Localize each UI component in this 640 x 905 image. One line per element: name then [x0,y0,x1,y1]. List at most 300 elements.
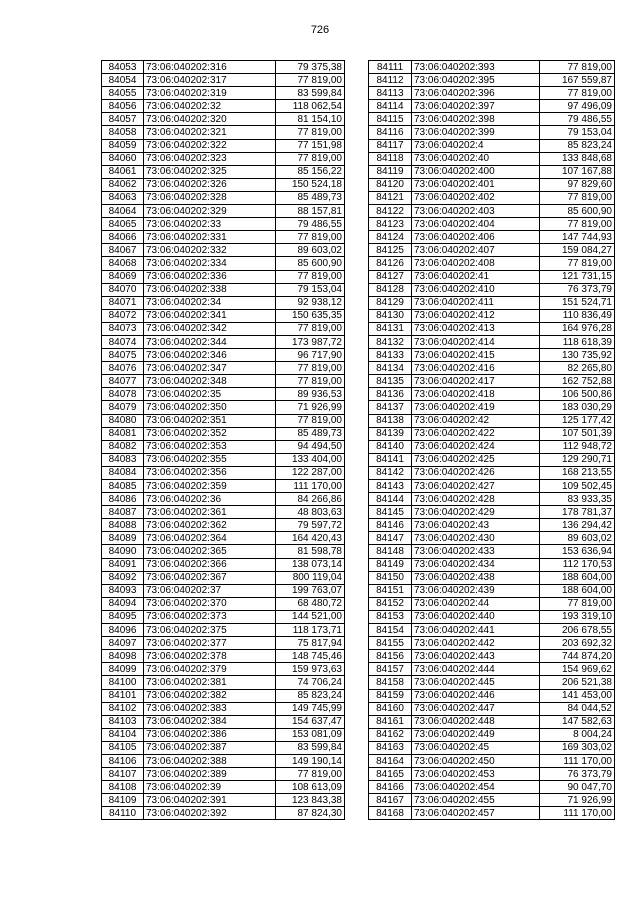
cadastral-number-cell: 73:06:040202:317 [144,74,276,87]
cadastral-number-cell: 73:06:040202:370 [144,597,276,610]
table-row [369,205,615,218]
cadastral-number-cell: 73:06:040202:344 [144,335,276,348]
cadastral-value-cell: 147 744,93 [540,231,615,244]
table-row [102,165,345,178]
cadastral-number-cell: 73:06:040202:43 [412,519,540,532]
cadastral-number-cell: 73:06:040202:4 [412,139,540,152]
cadastral-value-cell: 97 496,09 [540,100,615,113]
table-row [102,545,345,558]
row-number-cell: 84091 [102,558,144,571]
cadastral-number-cell: 73:06:040202:386 [144,728,276,741]
row-number-cell: 84167 [369,794,412,807]
cadastral-number-cell: 73:06:040202:392 [144,807,276,820]
cadastral-number-cell: 73:06:040202:353 [144,440,276,453]
table-row [369,663,615,676]
cadastral-number-cell: 73:06:040202:441 [412,624,540,637]
row-number-cell: 84135 [369,375,412,388]
cadastral-value-cell: 144 521,00 [276,610,345,623]
cadastral-value-cell: 89 936,53 [276,388,345,401]
table-row [369,349,615,362]
row-number-cell: 84082 [102,440,144,453]
row-number-cell: 84148 [369,545,412,558]
cadastral-number-cell: 73:06:040202:351 [144,414,276,427]
cadastral-value-cell: 79 153,04 [276,283,345,296]
row-number-cell: 84080 [102,414,144,427]
cadastral-number-cell: 73:06:040202:365 [144,545,276,558]
cadastral-value-cell: 150 524,18 [276,178,345,191]
cadastral-value-cell: 111 170,00 [540,754,615,767]
cadastral-value-cell: 107 501,39 [540,427,615,440]
cadastral-number-cell: 73:06:040202:445 [412,676,540,689]
cadastral-value-cell: 188 604,00 [540,584,615,597]
row-number-cell: 84087 [102,506,144,519]
cadastral-value-cell: 164 976,28 [540,322,615,335]
row-number-cell: 84153 [369,610,412,623]
cadastral-number-cell: 73:06:040202:384 [144,715,276,728]
row-number-cell: 84112 [369,74,412,87]
table-row [369,335,615,348]
row-number-cell: 84118 [369,152,412,165]
table-row [102,61,345,74]
table-row [369,519,615,532]
cadastral-value-cell: 150 635,35 [276,309,345,322]
cadastral-value-cell: 162 752,88 [540,375,615,388]
cadastral-number-cell: 73:06:040202:33 [144,218,276,231]
row-number-cell: 84107 [102,768,144,781]
cadastral-number-cell: 73:06:040202:438 [412,571,540,584]
cadastral-number-cell: 73:06:040202:334 [144,257,276,270]
row-number-cell: 84070 [102,283,144,296]
table-row [369,401,615,414]
cadastral-value-cell: 97 829,60 [540,178,615,191]
cadastral-value-cell: 94 494,50 [276,440,345,453]
cadastral-number-cell: 73:06:040202:430 [412,532,540,545]
cadastral-number-cell: 73:06:040202:404 [412,218,540,231]
cadastral-number-cell: 73:06:040202:457 [412,807,540,820]
cadastral-value-cell: 111 170,00 [276,480,345,493]
row-number-cell: 84154 [369,624,412,637]
table-row [369,178,615,191]
row-number-cell: 84076 [102,362,144,375]
cadastral-number-cell: 73:06:040202:399 [412,126,540,139]
table-row [102,87,345,100]
cadastral-value-cell: 188 604,00 [540,571,615,584]
table-row [102,453,345,466]
cadastral-value-cell: 74 706,24 [276,676,345,689]
cadastral-value-cell: 109 502,45 [540,480,615,493]
row-number-cell: 84073 [102,322,144,335]
table-row [102,571,345,584]
cadastral-number-cell: 73:06:040202:424 [412,440,540,453]
table-row [102,375,345,388]
row-number-cell: 84149 [369,558,412,571]
row-number-cell: 84165 [369,768,412,781]
cadastral-value-cell: 8 004,24 [540,728,615,741]
table-row [102,650,345,663]
row-number-cell: 84101 [102,689,144,702]
cadastral-value-cell: 87 824,30 [276,807,345,820]
row-number-cell: 84054 [102,74,144,87]
cadastral-value-cell: 68 480,72 [276,597,345,610]
table-row [369,506,615,519]
cadastral-value-cell: 77 819,00 [276,322,345,335]
table-row [102,624,345,637]
row-number-cell: 84110 [102,807,144,820]
row-number-cell: 84125 [369,244,412,257]
table-body [369,61,615,820]
cadastral-value-cell: 92 938,12 [276,296,345,309]
cadastral-number-cell: 73:06:040202:444 [412,663,540,676]
table-row [102,768,345,781]
cadastral-value-cell: 71 926,99 [276,401,345,414]
row-number-cell: 84089 [102,532,144,545]
table-row [369,427,615,440]
row-number-cell: 84069 [102,270,144,283]
cadastral-number-cell: 73:06:040202:427 [412,480,540,493]
row-number-cell: 84104 [102,728,144,741]
row-number-cell: 84121 [369,191,412,204]
row-number-cell: 84140 [369,440,412,453]
table-row [369,375,615,388]
cadastral-number-cell: 73:06:040202:425 [412,453,540,466]
cadastral-value-cell: 118 618,39 [540,335,615,348]
cadastral-value-cell: 108 613,09 [276,781,345,794]
row-number-cell: 84059 [102,139,144,152]
table-row [369,453,615,466]
row-number-cell: 84072 [102,309,144,322]
table-row [369,480,615,493]
cadastral-value-cell: 133 848,68 [540,152,615,165]
cadastral-value-cell: 206 521,38 [540,676,615,689]
cadastral-value-cell: 149 190,14 [276,754,345,767]
table-row [369,87,615,100]
cadastral-number-cell: 73:06:040202:453 [412,768,540,781]
row-number-cell: 84156 [369,650,412,663]
cadastral-number-cell: 73:06:040202:37 [144,584,276,597]
row-number-cell: 84119 [369,165,412,178]
row-number-cell: 84067 [102,244,144,257]
cadastral-value-cell: 85 156,22 [276,165,345,178]
cadastral-number-cell: 73:06:040202:381 [144,676,276,689]
table-row [102,597,345,610]
row-number-cell: 84090 [102,545,144,558]
cadastral-number-cell: 73:06:040202:378 [144,650,276,663]
cadastral-number-cell: 73:06:040202:393 [412,61,540,74]
cadastral-number-cell: 73:06:040202:397 [412,100,540,113]
cadastral-value-cell: 147 582,63 [540,715,615,728]
cadastral-number-cell: 73:06:040202:350 [144,401,276,414]
cadastral-value-cell: 106 500,86 [540,388,615,401]
cadastral-value-cell: 178 781,37 [540,506,615,519]
cadastral-number-cell: 73:06:040202:341 [144,309,276,322]
cadastral-value-cell: 122 287,00 [276,466,345,479]
row-number-cell: 84144 [369,493,412,506]
cadastral-number-cell: 73:06:040202:377 [144,637,276,650]
cadastral-value-cell: 77 819,00 [276,414,345,427]
table-row [102,532,345,545]
cadastral-value-cell: 81 598,78 [276,545,345,558]
table-row [369,610,615,623]
cadastral-number-cell: 73:06:040202:44 [412,597,540,610]
row-number-cell: 84065 [102,218,144,231]
table-row [369,283,615,296]
table-row [102,100,345,113]
cadastral-number-cell: 73:06:040202:41 [412,270,540,283]
table-row [102,322,345,335]
cadastral-value-cell: 112 948,72 [540,440,615,453]
table-row [369,139,615,152]
table-row [102,74,345,87]
row-number-cell: 84138 [369,414,412,427]
row-number-cell: 84061 [102,165,144,178]
cadastral-value-cell: 79 375,38 [276,61,345,74]
row-number-cell: 84074 [102,335,144,348]
cadastral-number-cell: 73:06:040202:336 [144,270,276,283]
row-number-cell: 84057 [102,113,144,126]
table-row [102,427,345,440]
cadastral-value-cell: 136 294,42 [540,519,615,532]
register-table-left [101,60,345,820]
row-number-cell: 84086 [102,493,144,506]
table-row [369,440,615,453]
cadastral-value-cell: 77 819,00 [276,231,345,244]
cadastral-value-cell: 138 073,14 [276,558,345,571]
cadastral-value-cell: 125 177,42 [540,414,615,427]
cadastral-value-cell: 88 157,81 [276,205,345,218]
cadastral-value-cell: 203 692,32 [540,637,615,650]
table-row [369,244,615,257]
row-number-cell: 84151 [369,584,412,597]
cadastral-value-cell: 79 486,55 [540,113,615,126]
cadastral-value-cell: 123 843,38 [276,794,345,807]
cadastral-value-cell: 77 819,00 [276,375,345,388]
row-number-cell: 84066 [102,231,144,244]
cadastral-number-cell: 73:06:040202:439 [412,584,540,597]
row-number-cell: 84094 [102,597,144,610]
cadastral-value-cell: 167 559,87 [540,74,615,87]
cadastral-number-cell: 73:06:040202:319 [144,87,276,100]
row-number-cell: 84134 [369,362,412,375]
row-number-cell: 84083 [102,453,144,466]
table-row [102,440,345,453]
cadastral-value-cell: 110 836,49 [540,309,615,322]
cadastral-number-cell: 73:06:040202:32 [144,100,276,113]
table-row [369,728,615,741]
table-row [369,781,615,794]
cadastral-number-cell: 73:06:040202:455 [412,794,540,807]
cadastral-number-cell: 73:06:040202:418 [412,388,540,401]
cadastral-value-cell: 77 819,00 [276,74,345,87]
cadastral-number-cell: 73:06:040202:342 [144,322,276,335]
table-row [102,283,345,296]
cadastral-number-cell: 73:06:040202:402 [412,191,540,204]
cadastral-number-cell: 73:06:040202:366 [144,558,276,571]
table-row [369,152,615,165]
cadastral-number-cell: 73:06:040202:348 [144,375,276,388]
row-number-cell: 84060 [102,152,144,165]
table-row [102,191,345,204]
table-row [102,741,345,754]
cadastral-value-cell: 183 030,29 [540,401,615,414]
cadastral-value-cell: 96 717,90 [276,349,345,362]
table-row [369,74,615,87]
table-row [369,113,615,126]
cadastral-number-cell: 73:06:040202:356 [144,466,276,479]
row-number-cell: 84109 [102,794,144,807]
row-number-cell: 84099 [102,663,144,676]
row-number-cell: 84146 [369,519,412,532]
cadastral-number-cell: 73:06:040202:375 [144,624,276,637]
cadastral-value-cell: 149 745,99 [276,702,345,715]
row-number-cell: 84106 [102,754,144,767]
cadastral-number-cell: 73:06:040202:388 [144,754,276,767]
table-row [369,637,615,650]
cadastral-value-cell: 83 933,35 [540,493,615,506]
row-number-cell: 84131 [369,322,412,335]
table-row [102,205,345,218]
row-number-cell: 84123 [369,218,412,231]
row-number-cell: 84088 [102,519,144,532]
row-number-cell: 84139 [369,427,412,440]
cadastral-number-cell: 73:06:040202:440 [412,610,540,623]
cadastral-number-cell: 73:06:040202:407 [412,244,540,257]
table-row [369,165,615,178]
table-row [369,61,615,74]
table-row [369,689,615,702]
cadastral-number-cell: 73:06:040202:338 [144,283,276,296]
cadastral-value-cell: 744 874,20 [540,650,615,663]
cadastral-value-cell: 130 735,92 [540,349,615,362]
table-row [102,493,345,506]
table-row [102,139,345,152]
cadastral-value-cell: 85 489,73 [276,191,345,204]
cadastral-number-cell: 73:06:040202:326 [144,178,276,191]
table-row [102,113,345,126]
row-number-cell: 84075 [102,349,144,362]
cadastral-value-cell: 79 486,55 [276,218,345,231]
cadastral-value-cell: 76 373,79 [540,768,615,781]
row-number-cell: 84085 [102,480,144,493]
row-number-cell: 84062 [102,178,144,191]
cadastral-number-cell: 73:06:040202:325 [144,165,276,178]
row-number-cell: 84133 [369,349,412,362]
row-number-cell: 84079 [102,401,144,414]
row-number-cell: 84126 [369,257,412,270]
cadastral-number-cell: 73:06:040202:39 [144,781,276,794]
row-number-cell: 84155 [369,637,412,650]
cadastral-number-cell: 73:06:040202:448 [412,715,540,728]
row-number-cell: 84056 [102,100,144,113]
cadastral-value-cell: 76 373,79 [540,283,615,296]
cadastral-value-cell: 71 926,99 [540,794,615,807]
cadastral-number-cell: 73:06:040202:367 [144,571,276,584]
table-row [102,270,345,283]
cadastral-value-cell: 90 047,70 [540,781,615,794]
cadastral-number-cell: 73:06:040202:398 [412,113,540,126]
cadastral-value-cell: 77 819,00 [276,126,345,139]
table-row [102,218,345,231]
row-number-cell: 84136 [369,388,412,401]
row-number-cell: 84068 [102,257,144,270]
cadastral-number-cell: 73:06:040202:40 [412,152,540,165]
table-row [369,571,615,584]
row-number-cell: 84161 [369,715,412,728]
cadastral-value-cell: 148 745,46 [276,650,345,663]
cadastral-number-cell: 73:06:040202:331 [144,231,276,244]
cadastral-number-cell: 73:06:040202:396 [412,87,540,100]
table-row [102,663,345,676]
cadastral-number-cell: 73:06:040202:352 [144,427,276,440]
cadastral-value-cell: 77 819,00 [276,152,345,165]
cadastral-number-cell: 73:06:040202:449 [412,728,540,741]
table-row [102,257,345,270]
cadastral-value-cell: 121 731,15 [540,270,615,283]
cadastral-value-cell: 168 213,55 [540,466,615,479]
cadastral-value-cell: 77 819,00 [540,257,615,270]
cadastral-number-cell: 73:06:040202:382 [144,689,276,702]
row-number-cell: 84143 [369,480,412,493]
table-row [102,807,345,820]
row-number-cell: 84152 [369,597,412,610]
cadastral-value-cell: 159 973,63 [276,663,345,676]
table-row [102,754,345,767]
table-row [369,794,615,807]
cadastral-value-cell: 118 173,71 [276,624,345,637]
cadastral-number-cell: 73:06:040202:415 [412,349,540,362]
cadastral-number-cell: 73:06:040202:36 [144,493,276,506]
cadastral-value-cell: 77 819,00 [276,270,345,283]
cadastral-number-cell: 73:06:040202:447 [412,702,540,715]
table-row [369,741,615,754]
table-row [369,270,615,283]
cadastral-number-cell: 73:06:040202:322 [144,139,276,152]
row-number-cell: 84113 [369,87,412,100]
table-row [102,794,345,807]
cadastral-value-cell: 77 819,00 [540,218,615,231]
table-row [102,466,345,479]
cadastral-number-cell: 73:06:040202:329 [144,205,276,218]
cadastral-number-cell: 73:06:040202:383 [144,702,276,715]
table-row [102,519,345,532]
row-number-cell: 84128 [369,283,412,296]
cadastral-number-cell: 73:06:040202:387 [144,741,276,754]
table-row [102,152,345,165]
row-number-cell: 84142 [369,466,412,479]
cadastral-value-cell: 112 170,53 [540,558,615,571]
cadastral-value-cell: 154 637,47 [276,715,345,728]
cadastral-value-cell: 77 819,00 [540,597,615,610]
row-number-cell: 84117 [369,139,412,152]
row-number-cell: 84124 [369,231,412,244]
row-number-cell: 84103 [102,715,144,728]
table-row [102,231,345,244]
cadastral-value-cell: 89 603,02 [276,244,345,257]
cadastral-number-cell: 73:06:040202:389 [144,768,276,781]
cadastral-number-cell: 73:06:040202:361 [144,506,276,519]
cadastral-number-cell: 73:06:040202:359 [144,480,276,493]
table-row [369,650,615,663]
row-number-cell: 84159 [369,689,412,702]
table-body [102,61,345,820]
cadastral-value-cell: 84 044,52 [540,702,615,715]
cadastral-value-cell: 153 636,94 [540,545,615,558]
cadastral-number-cell: 73:06:040202:428 [412,493,540,506]
row-number-cell: 84084 [102,466,144,479]
table-row [102,362,345,375]
table-row [102,388,345,401]
cadastral-number-cell: 73:06:040202:426 [412,466,540,479]
cadastral-value-cell: 77 819,00 [540,61,615,74]
